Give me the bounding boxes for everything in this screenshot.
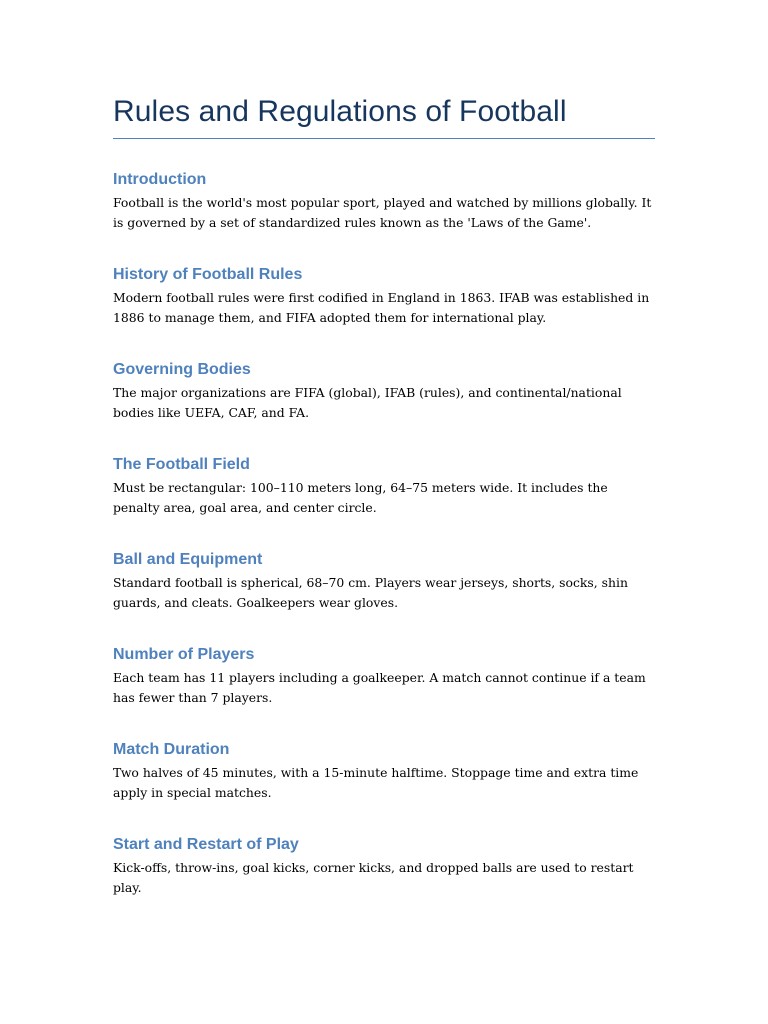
section-heading: Governing Bodies [113,361,251,378]
document-sections [113,169,655,929]
section-body: The major organizations are FIFA (global), IFAB (rules), and continental/national bodies like UEFA, CAF, and FA. [113,385,622,420]
section-heading: Match Duration [113,741,230,758]
section-body: Each team has 11 players including a goalkeeper. A match cannot continue if a team has fewer than 7 players. [113,670,646,705]
section-governing-bodies [113,359,655,454]
section-body: Kick-offs, throw-ins, goal kicks, corner kicks, and dropped balls are used to restart play. [113,860,634,895]
section-body: Standard football is spherical, 68–70 cm. Players wear jerseys, shorts, socks, shin guards, and cleats. Goalkeepers wear gloves. [113,575,628,610]
section-number-of-players [113,644,655,739]
section-introduction [113,169,655,264]
section-heading: Number of Players [113,646,255,663]
section-ball-equipment [113,549,655,644]
section-match-duration [113,739,655,834]
section-heading: Start and Restart of Play [113,836,299,853]
section-body: Two halves of 45 minutes, with a 15-minute halftime. Stoppage time and extra time apply in special matches. [113,765,639,800]
section-body: Football is the world's most popular sport, played and watched by millions globally. It is governed by a set of standardized rules known as the 'Laws of the Game'. [113,195,652,230]
section-start-restart [113,834,655,929]
section-heading: Introduction [113,171,207,188]
section-heading: The Football Field [113,456,250,473]
section-football-field [113,454,655,549]
document-page [113,92,655,929]
section-body: Modern football rules were first codified in England in 1863. IFAB was established in 1886 to manage them, and FIFA adopted them for international play. [113,290,650,325]
document-title: Rules and Regulations of Football [113,92,655,139]
section-body: Must be rectangular: 100–110 meters long, 64–75 meters wide. It includes the penalty area, goal area, and center circle. [113,480,608,515]
section-history [113,264,655,359]
section-heading: History of Football Rules [113,266,303,283]
section-heading: Ball and Equipment [113,551,263,568]
